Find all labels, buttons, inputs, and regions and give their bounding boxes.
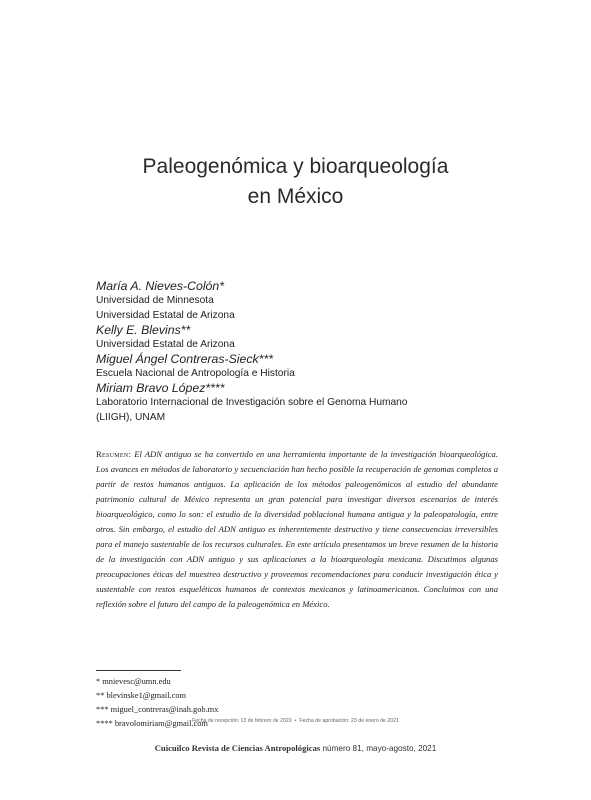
author-name: María A. Nieves-Colón* [96,279,225,293]
author-affiliation: Universidad Estatal de Arizona [96,339,235,350]
author-affiliation: Universidad de Minnesota [96,295,214,306]
author-name: Miguel Ángel Contreras-Sieck*** [96,352,274,366]
footnote-email: **** bravolomiriam@gmail.com [96,719,208,728]
title-line-1: Paleogenómica y bioarqueología [142,155,449,178]
article-title [0,152,591,212]
journal-name: Cuicuilco Revista de Ciencias Antropológicas [154,743,321,753]
author-affiliation: (LIIGH), UNAM [96,412,166,423]
journal-issue: número 81, mayo-agosto, 2021 [322,744,437,753]
abstract-label: Resumen: [96,449,132,459]
journal-footer [0,743,591,753]
footnote-divider [96,670,181,671]
received-date: Fecha de recepción: 13 de febrero de 2020 [192,718,292,724]
footnote-email: ** blevinske1@gmail.com [96,691,187,700]
abstract-text: El ADN antiguo se ha convertido en una herramienta importante de la investigación bioarqueológica. Los avances en métodos de laboratorio y secuenciación han hecho posible la recuperación de genomas completos a partir de restos humanos antiguos. La aplicación de los métodos paleogenómicos al estudio del abundante patrimonio cultural de México representa un gran potencial para investigar diversos escenarios de interés bioarqueológico, como lo son: el estudio de la diversidad poblacional humana antigua y la paleopatología, entre otros. Sin embargo, el estudio del ADN antiguo es inherentemente destructivo y tiene consecuencias irreversibles para el manejo sustentable de los recursos culturales. En este artículo presentamos un breve resumen de la historia de la investigación con ADN antiguo y sus aplicaciones a la bioarqueología mexicana. Discutimos algunas preocupaciones éticas del muestreo destructivo y proveemos recomendaciones para conducir investigación ética y sustentable con restos esqueléticos humanos de contextos mexicanos y latinoamericanos. Concluimos con una reflexión sobre el futuro del campo de la paleogenómica en México. [96,449,498,609]
title-line-2: en México [247,185,344,208]
author-list [96,279,516,425]
author-affiliation: Escuela Nacional de Antropología e Historia [96,368,295,379]
author-name: Miriam Bravo López**** [96,381,225,395]
submission-dates [0,718,591,724]
abstract [96,447,498,612]
footnote-email: *** miguel_contreras@inah.gob.mx [96,705,219,714]
date-separator: • [294,718,297,724]
approved-date: Fecha de aprobación: 23 de enero de 2021 [299,718,399,724]
author-affiliation: Laboratorio Internacional de Investigación sobre el Genoma Humano [96,397,408,408]
author-affiliation: Universidad Estatal de Arizona [96,310,235,321]
author-name: Kelly E. Blevins** [96,323,191,337]
footnote-email: * mnievesc@umn.edu [96,677,171,686]
